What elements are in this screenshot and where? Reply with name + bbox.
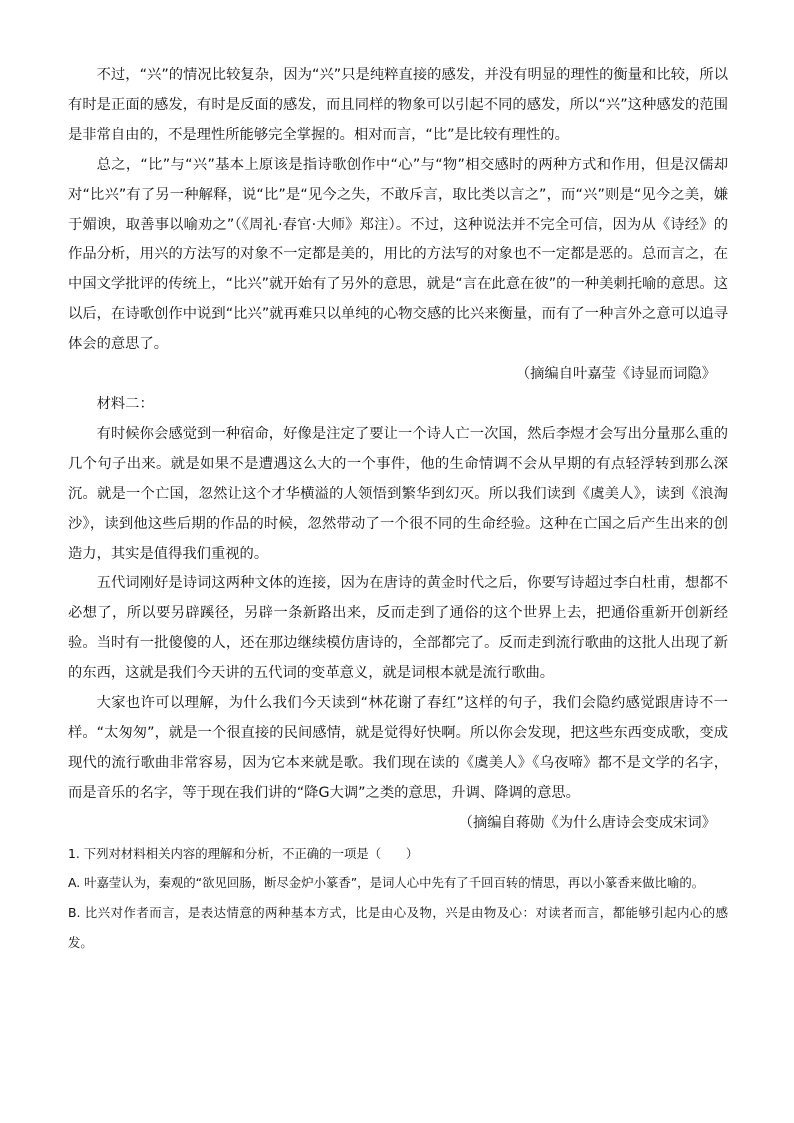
source-citation-2: （摘编自蒋勋《为什么唐诗会变成宋词》 bbox=[458, 814, 716, 831]
question-1-stem: 1. 下列对材料相关内容的理解和分析，不正确的一项是（ ） bbox=[68, 845, 419, 861]
paragraph-fate: 有时候你会感觉到一种宿命，好像是注定了要让一个诗人亡一次国，然后李煜才会写出分量那么重的几个句子出来。就是如果不是遭遇这么大的一个事件，他的生命情调不会从早期的有点轻浮转到那么深沉。就是一个亡国，忽然让这个才华横溢的人领悟到繁华到幻灭。所以我们读到《虞美人》，读到《浪淘沙》，读到他这些后期的作品的时候，忽然带动了一个很不同的生命经验。这种在亡国之后产生出来的创造力，其实是值得我们重视的。 bbox=[68, 425, 728, 562]
question-1-option-a: A. 叶嘉莹认为，秦观的“欲见回肠，断尽金炉小篆香”，是词人心中先有了千回百转的情思，再以小篆香来做比喻的。 bbox=[68, 875, 705, 891]
question-1-option-b: B. 比兴对作者而言，是表达情意的两种基本方式，比是由心及物，兴是由物及心：对读者而言，都能够引起内心的感发。 bbox=[68, 905, 728, 951]
document-page bbox=[68, 61, 728, 958]
paragraph-xing: 不过，“兴”的情况比较复杂，因为“兴”只是纯粹直接的感发，并没有明显的理性的衡量和比较，所以有时是正面的感发，有时是反面的感发，而且同样的物象可以引起不同的感发，所以“兴”这种感发的范围是非常自由的，不是理性所能够完全掌握的。相对而言，“比”是比较有理性的。 bbox=[68, 67, 728, 143]
paragraph-five-dynasties: 五代词刚好是诗词这两种文体的连接，因为在唐诗的黄金时代之后，你要写诗超过李白杜甫，想都不必想了，所以要另辟蹊径，另辟一条新路出来，反而走到了通俗的这个世界上去，把通俗重新开创新经验。当时有一批傻傻的人，还在那边继续模仿唐诗的，全部都完了。反而走到流行歌曲的这批人出现了新的东西，这就是我们今天讲的五代词的变革意义，就是词根本就是流行歌曲。 bbox=[68, 575, 728, 682]
paragraph-song: 大家也许可以理解，为什么我们今天读到“林花谢了春红”这样的句子，我们会隐约感觉跟唐诗不一样。“太匆匆”，就是一个很直接的民间感情，就是觉得好快啊。所以你会发现，把这些东西变成歌，变成现代的流行歌曲非常容易，因为它本来就是歌。我们现在读的《虞美人》《乌夜啼》都不是文学的名字，而是音乐的名字，等于现在我们讲的“降G大调”之类的意思，升调、降调的意思。 bbox=[68, 695, 728, 801]
source-citation-1: （摘编自叶嘉莹《诗显而词隐》 bbox=[515, 366, 716, 383]
paragraph-summary: 总之，“比”与“兴”基本上原该是指诗歌创作中“心”与“物”相交感时的两种方式和作用，但是汉儒却对“比兴”有了另一种解释，说“比”是“见今之失，不敢斥言，取比类以言之”，而“兴”则是“见今之美，嫌于媚谀，取善事以喻劝之”（《周礼·春官·大师》郑注）。不过，这种说法并不完全可信，因为从《诗经》的作品分析，用兴的方法写的对象不一定都是美的，用比的方法写的对象也不一定都是恶的。总而言之，在中国文学批评的传统上，“比兴”就开始有了另外的意思，就是“言在此意在彼”的一种美刺托喻的意思。这以后，在诗歌创作中说到“比兴”就再难只以单纯的心物交感的比兴来衡量，而有了一种言外之意可以追寻体会的意思了。 bbox=[68, 156, 728, 353]
material-two-heading: 材料二： bbox=[96, 395, 154, 412]
